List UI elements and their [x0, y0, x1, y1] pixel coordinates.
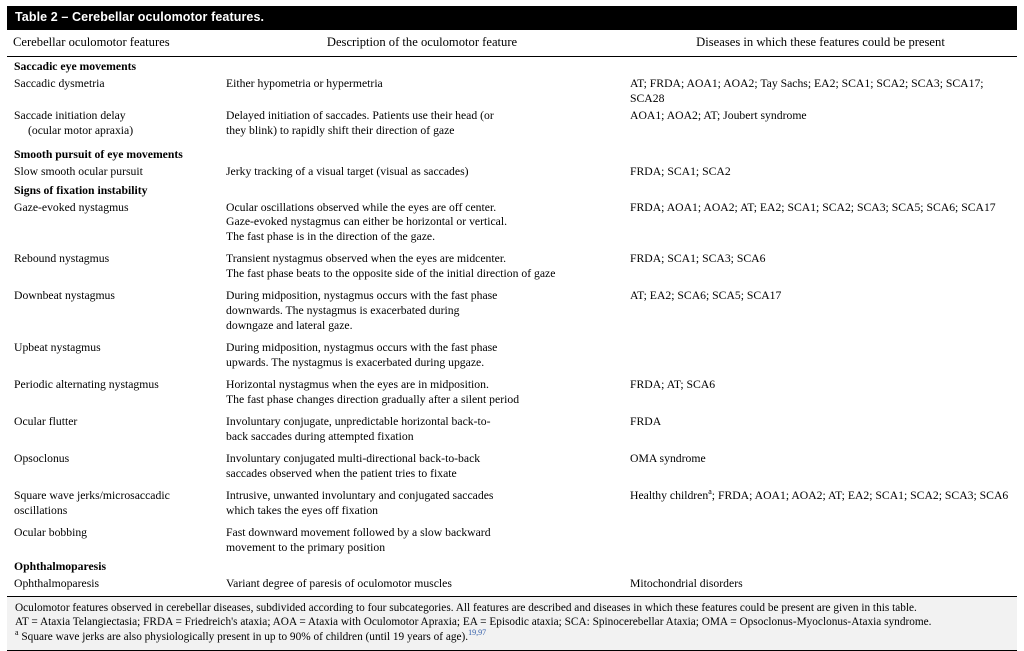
- feature-label: Gaze-evoked nystagmus: [14, 200, 129, 214]
- table-row: [7, 164, 1017, 181]
- cell-description: [220, 200, 624, 247]
- table-row: [7, 251, 1017, 283]
- feature-label: Slow smooth ocular pursuit: [14, 164, 143, 178]
- diseases-line: FRDA; AOA1; AOA2; AT; EA2; SCA1; SCA2; SCA3; SCA5; SCA6; SCA17: [630, 200, 996, 214]
- cell-feature: [7, 451, 220, 483]
- description-line: Involuntary conjugate, unpredictable horizontal back-to-: [226, 415, 491, 429]
- feature-label: Ocular flutter: [14, 415, 78, 429]
- cell-description: [220, 451, 624, 483]
- description-line: movement to the primary position: [226, 540, 386, 554]
- feature-label: Downbeat nystagmus: [14, 289, 115, 303]
- diseases-line: AT; FRDA; AOA1; AOA2; Tay Sachs; EA2; SCA1; SCA2; SCA3; SCA17; SCA28: [630, 76, 984, 105]
- cell-description: [220, 557, 624, 576]
- table-row: [7, 340, 1017, 372]
- table-row: [7, 377, 1017, 409]
- diseases-line: FRDA: [630, 415, 662, 429]
- cell-diseases: [624, 557, 1017, 576]
- diseases-line: Mitochondrial disorders: [630, 576, 743, 590]
- description-line: Either hypometria or hypermetria: [226, 76, 383, 90]
- cell-diseases: [624, 251, 1017, 283]
- description-line: Variant degree of paresis of oculomotor muscles: [226, 576, 452, 590]
- cell-feature: [7, 164, 220, 181]
- cell-feature: [7, 288, 220, 335]
- description-line: downgaze and lateral gaze.: [226, 319, 353, 333]
- cell-description: [220, 377, 624, 409]
- cell-feature: [7, 76, 220, 108]
- description-line: Involuntary conjugated multi-directional back-to-back: [226, 452, 481, 466]
- description-line: Jerky tracking of a visual target (visual as saccades): [226, 164, 469, 178]
- column-header-features: Cerebellar oculomotor features: [7, 30, 220, 57]
- description-line: Intrusive, unwanted involuntary and conjugated saccades: [226, 489, 494, 502]
- cell-feature: [7, 340, 220, 372]
- cell-diseases: [624, 108, 1017, 140]
- cell-diseases: [624, 181, 1017, 200]
- cell-diseases: [624, 451, 1017, 483]
- cell-diseases: [624, 414, 1017, 446]
- cell-feature: [7, 414, 220, 446]
- diseases-line: FRDA; AT; SCA6: [630, 378, 716, 392]
- table-row: [7, 525, 1017, 557]
- footnote-line-1: Oculomotor features observed in cerebellar diseases, subdivided according to four subcategories. All features are described and diseases in which these features could be present are given in this table.: [15, 601, 917, 614]
- cell-description: [220, 414, 624, 446]
- table-row: [7, 488, 1017, 520]
- feature-label: Smooth pursuit of eye movements: [14, 147, 183, 161]
- cell-description: [220, 181, 624, 200]
- diseases-line: OMA syndrome: [630, 452, 706, 466]
- table-caption: Table 2 – Cerebellar oculomotor features.: [7, 6, 1017, 30]
- cell-description: [220, 56, 624, 75]
- table-container: [7, 6, 1017, 651]
- feature-label: Saccade initiation delay: [14, 108, 126, 122]
- cell-description: [220, 340, 624, 372]
- feature-label: Ophthalmoparesis: [14, 576, 100, 590]
- cell-feature: [7, 251, 220, 283]
- table-section-row: [7, 181, 1017, 200]
- cell-diseases: [624, 56, 1017, 75]
- cell-description: [220, 576, 624, 593]
- diseases-line: Healthy children$^a$; FRDA; AOA1; AOA2; AT; EA2; SCA1; SCA2; SCA3; SCA6: [630, 487, 1009, 502]
- description-line: back saccades during attempted fixation: [226, 430, 414, 444]
- description-line: Horizontal nystagmus when the eyes are in midposition.: [226, 378, 489, 392]
- cell-diseases: [624, 377, 1017, 409]
- description-line: Ocular oscillations observed while the eyes are off center.: [226, 200, 497, 214]
- cell-feature: [7, 181, 220, 200]
- description-line: downwards. The nystagmus is exacerbated during: [226, 304, 460, 318]
- description-line: which takes the eyes off fixation: [226, 503, 379, 517]
- feature-label: Saccadic dysmetria: [14, 76, 105, 90]
- cell-description: [220, 76, 624, 108]
- feature-label: Saccadic eye movements: [14, 59, 137, 73]
- cell-diseases: [624, 488, 1017, 520]
- cell-feature: [7, 557, 220, 576]
- cell-description: [220, 164, 624, 181]
- footnote-marker: a: [15, 628, 19, 638]
- diseases-line: FRDA; SCA1; SCA2: [630, 164, 731, 178]
- reference-link[interactable]: 19,97: [468, 628, 487, 638]
- footnote-line-2: AT = Ataxia Telangiectasia; FRDA = Friedreich's ataxia; AOA = Ataxia with Oculomotor Apraxia; EA = Episodic ataxia; SCA: Spinocerebellar Ataxia; OMA = Opsoclonus-Myoclonus-Ataxia syndrome.: [15, 616, 932, 629]
- cell-feature: [7, 56, 220, 75]
- description-line: The fast phase changes direction gradually after a silent period: [226, 393, 520, 407]
- oculomotor-features-table: [7, 30, 1017, 593]
- description-line: Fast downward movement followed by a slow backward: [226, 525, 491, 539]
- cell-description: [220, 251, 624, 283]
- table-body: [7, 56, 1017, 593]
- description-line: The fast phase is in the direction of the gaze.: [226, 230, 435, 244]
- cell-description: [220, 488, 624, 520]
- description-line: Gaze-evoked nystagmus can either be horizontal or vertical.: [226, 215, 508, 229]
- feature-label-continued: (ocular motor apraxia): [28, 123, 134, 137]
- table-row: [7, 576, 1017, 593]
- table-row: [7, 200, 1017, 247]
- diseases-line: FRDA; SCA1; SCA3; SCA6: [630, 252, 766, 266]
- cell-feature: [7, 377, 220, 409]
- description-line: they blink) to rapidly shift their direction of gaze: [226, 123, 455, 137]
- cell-diseases: [624, 200, 1017, 247]
- feature-label-continued: oscillations: [14, 503, 68, 517]
- description-line: saccades observed when the patient tries to fixate: [226, 467, 457, 481]
- feature-label: Signs of fixation instability: [14, 183, 148, 197]
- footnote-line-3-text: Square wave jerks are also physiologically present in up to 90% of children (until 19 years of age).: [21, 631, 469, 644]
- cell-description: [220, 108, 624, 140]
- feature-label: Ocular bobbing: [14, 525, 88, 539]
- table-section-row: [7, 557, 1017, 576]
- description-line: upwards. The nystagmus is exacerbated during upgaze.: [226, 356, 485, 370]
- feature-label: Periodic alternating nystagmus: [14, 378, 159, 392]
- cell-diseases: [624, 288, 1017, 335]
- cell-feature: [7, 488, 220, 520]
- cell-feature: [7, 576, 220, 593]
- cell-diseases: [624, 340, 1017, 372]
- cell-description: [220, 145, 624, 164]
- column-header-diseases: Diseases in which these features could be present: [624, 30, 1017, 57]
- description-line: The fast phase beats to the opposite side of the initial direction of gaze: [226, 267, 556, 281]
- table-row: [7, 288, 1017, 335]
- cell-diseases: [624, 525, 1017, 557]
- table-header: [7, 30, 1017, 57]
- cell-diseases: [624, 164, 1017, 181]
- feature-label: Rebound nystagmus: [14, 252, 110, 266]
- feature-label: Ophthalmoparesis: [14, 559, 107, 573]
- cell-diseases: [624, 576, 1017, 593]
- description-line: Delayed initiation of saccades. Patients use their head (or: [226, 108, 494, 122]
- table-section-row: [7, 145, 1017, 164]
- table-footnotes: [7, 596, 1017, 651]
- table-row: [7, 76, 1017, 108]
- footnote-line-3: [15, 630, 1009, 645]
- cell-diseases: [624, 76, 1017, 108]
- cell-feature: [7, 200, 220, 247]
- feature-label: Opsoclonus: [14, 452, 70, 466]
- column-header-description: Description of the oculomotor feature: [220, 30, 624, 57]
- cell-diseases: [624, 145, 1017, 164]
- table-section-row: [7, 56, 1017, 75]
- description-line: Transient nystagmus observed when the eyes are midcenter.: [226, 252, 506, 266]
- cell-feature: [7, 145, 220, 164]
- diseases-line: AT; EA2; SCA6; SCA5; SCA17: [630, 289, 782, 303]
- diseases-line: AOA1; AOA2; AT; Joubert syndrome: [630, 108, 807, 122]
- description-line: During midposition, nystagmus occurs with the fast phase: [226, 289, 498, 303]
- table-row: [7, 108, 1017, 140]
- cell-description: [220, 288, 624, 335]
- cell-feature: [7, 108, 220, 140]
- table-row: [7, 451, 1017, 483]
- cell-description: [220, 525, 624, 557]
- feature-label: Square wave jerks/microsaccadic: [14, 489, 170, 502]
- description-line: During midposition, nystagmus occurs with the fast phase: [226, 341, 498, 355]
- feature-label: Upbeat nystagmus: [14, 341, 101, 355]
- cell-feature: [7, 525, 220, 557]
- table-row: [7, 414, 1017, 446]
